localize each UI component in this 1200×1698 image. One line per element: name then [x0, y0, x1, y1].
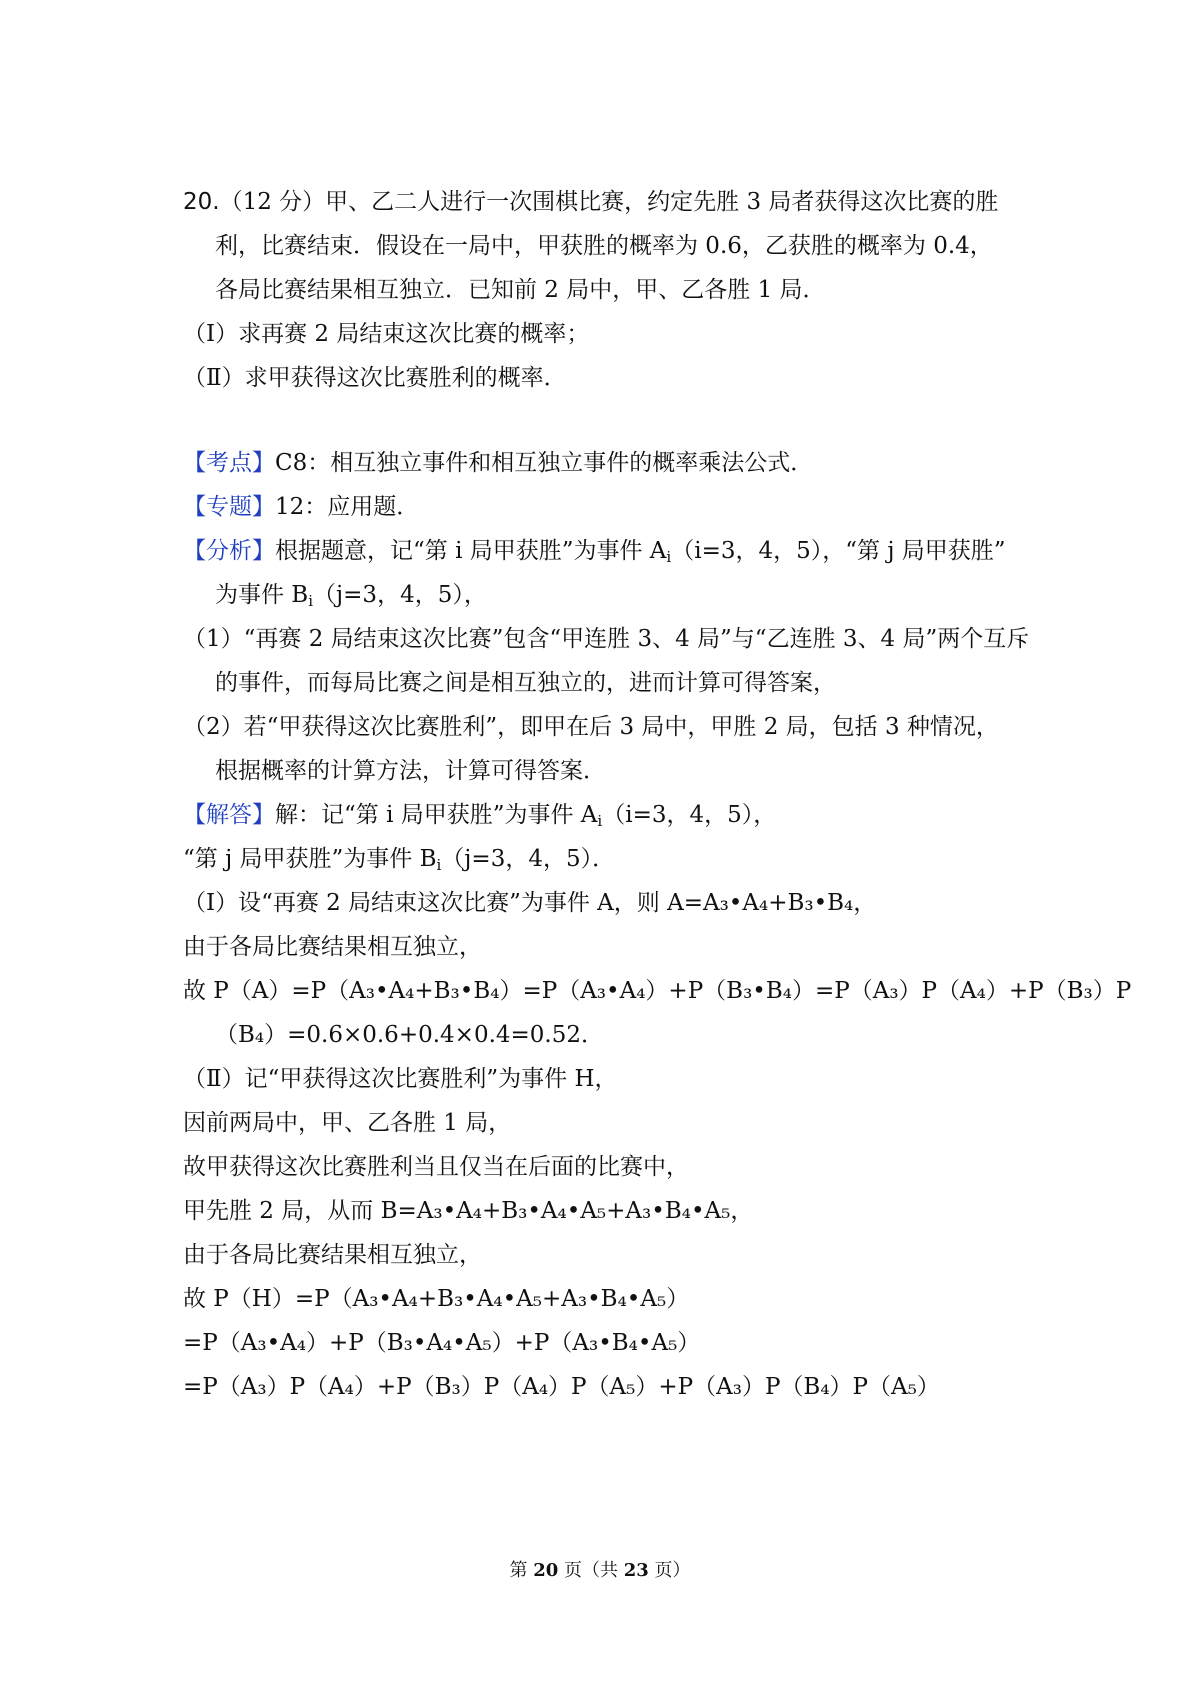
fenxi-line-3: （1）“再赛 2 局结束这次比赛”包含“甲连胜 3、4 局”与“乙连胜 3、4 局”两个互斥: [183, 626, 1030, 652]
jieda-part2-intro: （Ⅱ）记“甲获得这次比赛胜利”为事件 H，: [183, 1066, 618, 1092]
fenxi-text-1a: 根据题意，记“第 i 局甲获胜”为事件 A: [275, 538, 667, 564]
jieda-indep: 由于各局比赛结果相互独立，: [183, 934, 482, 960]
question-line-2: 利，比赛结束．假设在一局中，甲获胜的概率为 0.6，乙获胜的概率为 0.4，: [215, 233, 993, 259]
fenxi-text-1b: （i=3，4，5），“第 j 局甲获胜”: [671, 538, 1006, 564]
jieda-part1-intro: （Ⅰ）设“再赛 2 局结束这次比赛”为事件 A，则 A=A₃•A₄+B₃•B₄，: [183, 890, 877, 916]
footer-page-number: 20: [533, 1560, 559, 1581]
jieda-first-two: 因前两局中，甲、乙各胜 1 局，: [183, 1110, 512, 1136]
fenxi-text-2a: 为事件 B: [215, 582, 309, 608]
jieda-pa-line-2: （B₄）=0.6×0.6+0.4×0.4=0.52．: [215, 1022, 605, 1048]
jieda-line-1: [183, 800, 776, 830]
fenxi-line-6: 根据概率的计算方法，计算可得答案．: [215, 758, 606, 784]
zhuanti-text: 12：应用题．: [275, 494, 420, 520]
jieda-text-1a: 解：记“第 i 局甲获胜”为事件 A: [275, 802, 598, 828]
question-part-1: （Ⅰ）求再赛 2 局结束这次比赛的概率；: [183, 321, 590, 347]
jieda-tag: 【解答】: [183, 802, 275, 828]
footer-mid: 页（共: [558, 1560, 624, 1581]
subscript-i: i: [666, 548, 672, 566]
jieda-ph-line-1: 故 P（H）=P（A₃•A₄+B₃•A₄•A₅+A₃•B₄•A₅）: [183, 1286, 690, 1312]
jieda-line-2: [183, 844, 615, 874]
subscript-i: i: [308, 592, 314, 610]
jieda-ph-line-3: =P（A₃）P（A₄）+P（B₃）P（A₄）P（A₅）+P（A₃）P（B₄）P（A₅）: [183, 1374, 940, 1400]
jieda-iff: 故甲获得这次比赛胜利当且仅当在后面的比赛中，: [183, 1154, 689, 1180]
jieda-text-2b: （j=3，4，5）．: [441, 846, 616, 872]
kaodian-tag: 【考点】: [183, 450, 275, 476]
fenxi-tag: 【分析】: [183, 538, 275, 564]
footer-suffix: 页）: [648, 1560, 691, 1581]
subscript-i: i: [436, 856, 442, 874]
jieda-ph-line-2: =P（A₃•A₄）+P（B₃•A₄•A₅）+P（A₃•B₄•A₅）: [183, 1330, 701, 1356]
footer-total-pages: 23: [623, 1560, 649, 1581]
page-footer: [0, 1556, 1200, 1582]
question-line-1: [183, 187, 998, 217]
jieda-text-2a: “第 j 局甲获胜”为事件 B: [183, 846, 437, 872]
jieda-indep-2: 由于各局比赛结果相互独立，: [183, 1242, 482, 1268]
fenxi-line-5: （2）若“甲获得这次比赛胜利”，即甲在后 3 局中，甲胜 2 局，包括 3 种情况，: [183, 714, 999, 740]
kaodian-line: [183, 448, 813, 478]
zhuanti-line: [183, 492, 419, 522]
fenxi-line-1: [183, 536, 1006, 566]
question-part-2: （Ⅱ）求甲获得这次比赛胜利的概率．: [183, 365, 567, 391]
jieda-b-def: 甲先胜 2 局，从而 B=A₃•A₄+B₃•A₄•A₅+A₃•B₄•A₅，: [183, 1198, 754, 1224]
jieda-text-1b: （i=3，4，5），: [602, 802, 777, 828]
zhuanti-tag: 【专题】: [183, 494, 275, 520]
footer-prefix: 第: [509, 1560, 534, 1581]
question-text: （12 分）甲、乙二人进行一次围棋比赛，约定先胜 3 局者获得这次比赛的胜: [219, 189, 999, 215]
jieda-pa-line-1: 故 P（A）=P（A₃•A₄+B₃•B₄）=P（A₃•A₄）+P（B₃•B₄）=P（A₃）P（A₄）+P（B₃）P: [183, 978, 1132, 1004]
fenxi-line-2: [215, 580, 487, 610]
fenxi-line-4: 的事件，而每局比赛之间是相互独立的，进而计算可得答案，: [215, 670, 836, 696]
subscript-i: i: [597, 812, 603, 830]
question-number: 20.: [183, 189, 220, 215]
kaodian-text: C8：相互独立事件和相互独立事件的概率乘法公式．: [275, 450, 814, 476]
question-line-3: 各局比赛结果相互独立．已知前 2 局中，甲、乙各胜 1 局．: [215, 277, 826, 303]
fenxi-text-2b: （j=3，4，5），: [313, 582, 487, 608]
